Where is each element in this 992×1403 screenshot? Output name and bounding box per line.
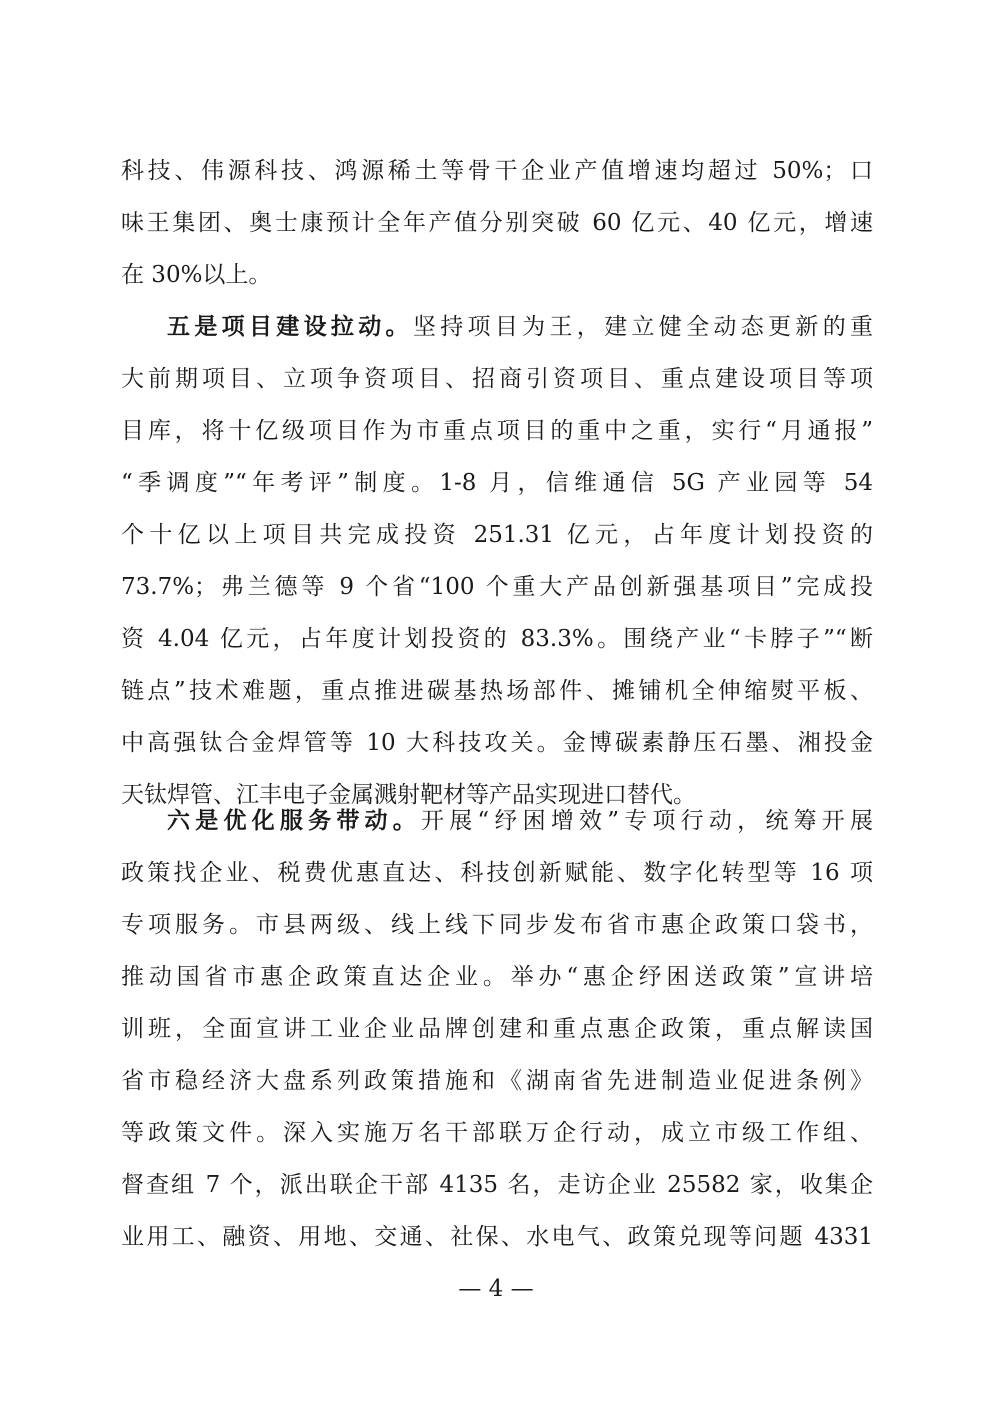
text-line: 督查组 7 个，派出联企干部 4135 名，走访企业 25582 家，收集企 [121,1172,873,1198]
text-run: 开展“纾困增效”专项行动，统筹开展 [420,808,873,834]
text-line: 中高强钛合金焊管等 10 大科技攻关。金博碳素静压石墨、湘投金 [121,730,873,756]
text-line: 科技、伟源科技、鸿源稀土等骨干企业产值增速均超过 50%；口 [121,158,873,184]
text-line: 大前期项目、立项争资项目、招商引资项目、重点建设项目等项 [121,366,873,392]
text-line: 省市稳经济大盘系列政策措施和《湖南省先进制造业促进条例》 [121,1068,873,1094]
text-line: 味王集团、奥士康预计全年产值分别突破 60 亿元、40 亿元，增速 [121,210,873,236]
text-line: “季调度”“年考评”制度。1-8 月，信维通信 5G 产业园等 54 [121,470,873,496]
text-line: 推动国省市惠企政策直达企业。举办“惠企纾困送政策”宣讲培 [121,964,873,990]
text-line: 天钛焊管、江丰电子金属溅射靶材等产品实现进口替代。 [121,782,696,808]
text-line: 资 4.04 亿元，占年度计划投资的 83.3%。围绕产业“卡脖子”“断 [121,626,874,652]
text-line: 业用工、融资、用地、交通、社保、水电气、政策兑现等问题 4331 [121,1224,873,1250]
text-line: 等政策文件。深入实施万名干部联万企行动，成立市级工作组、 [121,1120,873,1146]
text-line: 训班，全面宣讲工业企业品牌创建和重点惠企政策，重点解读国 [121,1016,873,1042]
page-number: — 4 — [458,1276,534,1302]
text-line: 目库，将十亿级项目作为市重点项目的重中之重，实行“月通报” [121,418,873,444]
text-line: 链点”技术难题，重点推进碳基热场部件、摊铺机全伸缩熨平板、 [121,678,873,704]
paragraph-lead: 五是项目建设拉动。 [167,313,413,340]
text-line: 政策找企业、税费优惠直达、科技创新赋能、数字化转型等 16 项 [121,860,873,886]
text-line: 专项服务。市县两级、线上线下同步发布省市惠企政策口袋书， [121,912,873,938]
paragraph-lead: 六是优化服务带动。 [167,807,421,834]
text-line: 在 30%以上。 [121,262,272,288]
text-line: 个十亿以上项目共完成投资 251.31 亿元，占年度计划投资的 [121,522,873,548]
text-run: 坚持项目为王，建立健全动态更新的重 [412,314,874,340]
text-line: 73.7%；弗兰德等 9 个省“100 个重大产品创新强基项目”完成投 [121,574,873,600]
text-line-first [121,802,873,840]
text-line-first [121,308,873,346]
